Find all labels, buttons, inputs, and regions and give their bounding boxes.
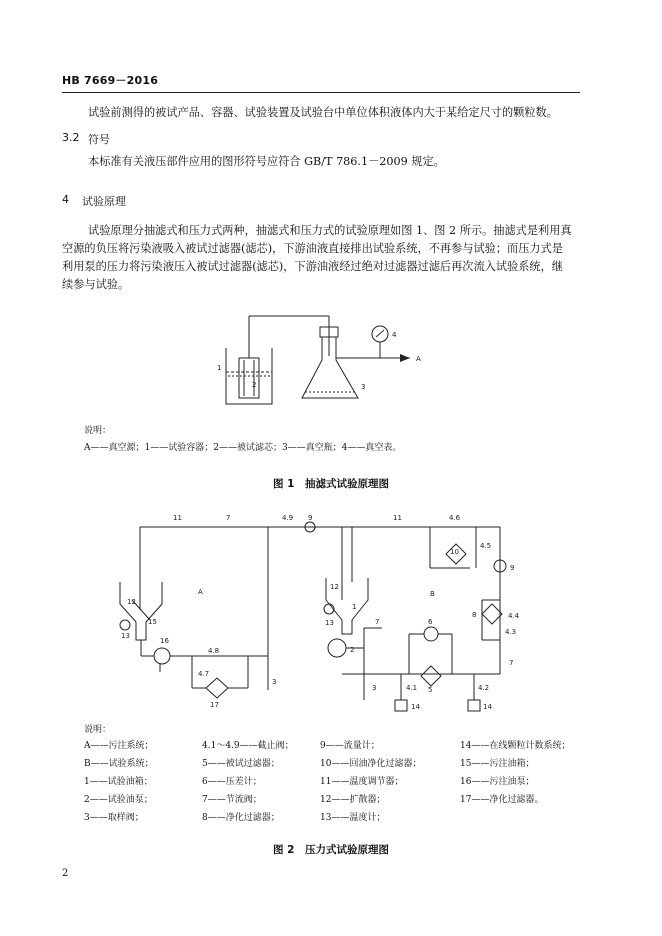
section-3-2-number: 3.2 xyxy=(62,131,80,144)
fig2-label-A: A xyxy=(198,588,203,596)
legend-r1c2: 10——回油净化过滤器； xyxy=(320,759,422,769)
legend-r2c3: 16——污注油泵； xyxy=(460,777,535,787)
legend-r3c3: 17——净化过滤器。 xyxy=(460,795,544,805)
fig2-label-15: 15 xyxy=(148,618,157,626)
section-4-line-2: 空源的负压将污染液吸入被试过滤器(滤芯)，下游油液直接排出试验系统，不再参与试验；而压力式是 xyxy=(62,242,563,255)
fig2-label-4-4: 4.4 xyxy=(508,612,520,620)
fig1-label-1: 1 xyxy=(217,364,222,372)
fig2-label-2: 2 xyxy=(350,646,355,654)
fig2-label-3b: 3 xyxy=(372,684,377,692)
legend-r2c2: 11——温度调节器； xyxy=(320,777,404,787)
fig2-label-4-2: 4.2 xyxy=(478,684,490,692)
fig1-note-title: 说明： xyxy=(84,426,112,436)
legend-r3c2: 12——扩散器； xyxy=(320,795,386,805)
legend-r4c0: 3——取样阀； xyxy=(84,813,144,823)
fig2-label-8: 8 xyxy=(472,611,477,619)
fig1-label-2: 2 xyxy=(252,381,257,389)
section-4-line-4: 续参与试验。 xyxy=(62,278,130,291)
fig2-label-4-9: 4.9 xyxy=(282,514,294,522)
fig1-label-3: 3 xyxy=(361,383,366,391)
contaminant-pump xyxy=(154,648,170,664)
fig2-label-7b: 7 xyxy=(375,618,380,626)
fig2-label-14a: 14 xyxy=(411,703,420,711)
fig1-label-4: 4 xyxy=(392,331,397,339)
legend-r0c3: 14——在线颗粒计数系统； xyxy=(460,741,571,751)
fig2-label-13b: 13 xyxy=(325,619,334,627)
fig2-label-11b: 11 xyxy=(393,514,402,522)
tested-filter xyxy=(421,666,441,686)
fig2-caption: 图 2 压力式试验原理图 xyxy=(273,844,389,856)
fig2-label-1: 1 xyxy=(352,603,357,611)
fig2-label-4-1: 4.1 xyxy=(406,684,418,692)
paragraph-top: 试验前测得的被试产品、容器、试验装置及试验台中单位体积液体内大于某给定尺寸的颗粒数。 xyxy=(88,106,558,119)
legend-r1c1: 5——被试过滤器； xyxy=(202,759,280,769)
fig2-legend xyxy=(84,738,604,828)
legend-r0c1: 4.1～4.9——截止阀； xyxy=(202,741,294,751)
fig2-label-7c: 7 xyxy=(509,659,514,667)
section-3-2-title: 符号 xyxy=(88,133,110,146)
fig2-label-7a: 7 xyxy=(226,514,231,522)
fig1-legend: A——真空源；1——试验容器；2——被试滤芯；3——真空瓶；4——真空表。 xyxy=(84,443,402,453)
legend-r2c1: 6——压差计； xyxy=(202,777,262,787)
legend-r0c0: A——污注系统； xyxy=(84,741,154,751)
fig2-label-14b: 14 xyxy=(483,703,492,711)
fig2-label-4-8: 4.8 xyxy=(208,647,220,655)
fig2-label-9a: 9 xyxy=(308,514,313,522)
fig2-label-11a: 11 xyxy=(173,514,182,522)
section-4-line-1: 试验原理分抽滤式和压力式两种，抽滤式和压力式的试验原理如图 1、图 2 所示。抽滤式是利用真 xyxy=(88,224,572,237)
fig1-label-A: A xyxy=(416,355,421,363)
section-4-line-3: 利用泵的压力将污染液压入被试过滤器(滤芯)，下游油液经过绝对过滤器过滤后再次流入试验系统，继 xyxy=(62,260,563,273)
legend-r2c0: 1——试验油箱； xyxy=(84,777,153,787)
test-pump xyxy=(328,639,346,657)
standard-number: HB 7669－2016 xyxy=(62,74,159,87)
legend-r0c2: 9——流量计； xyxy=(320,741,380,751)
fig1-caption: 图 1 抽滤式试验原理图 xyxy=(273,478,389,490)
legend-r1c0: B——试验系统； xyxy=(84,759,154,769)
section-4-title: 试验原理 xyxy=(82,195,126,208)
fig2-label-12b: 12 xyxy=(330,583,339,591)
fig2-label-13a: 13 xyxy=(121,632,130,640)
legend-r4c2: 13——温度计； xyxy=(320,813,386,823)
fig2-label-17: 17 xyxy=(210,701,219,709)
section-4-number: 4 xyxy=(62,193,69,206)
fig2-label-12a: 12 xyxy=(127,598,136,606)
fig2-label-16: 16 xyxy=(160,637,169,645)
legend-r3c1: 7——节流阀； xyxy=(202,795,262,805)
page-number: 2 xyxy=(62,868,69,879)
fig2-label-6: 6 xyxy=(428,618,433,626)
fig2-label-B: B xyxy=(430,590,435,598)
legend-r1c3: 15——污注油箱； xyxy=(460,759,535,769)
fig2-label-3a: 3 xyxy=(272,678,277,686)
fig2-label-9b: 9 xyxy=(510,564,515,572)
legend-r3c0: 2——试验油泵； xyxy=(84,795,153,805)
fig2-label-5: 5 xyxy=(428,686,433,694)
fig2-label-4-6: 4.6 xyxy=(449,514,461,522)
legend-r4c1: 8——净化过滤器； xyxy=(202,813,280,823)
fig2-label-4-5: 4.5 xyxy=(480,542,492,550)
fig2-label-4-3: 4.3 xyxy=(505,628,517,636)
fig2-label-10: 10 xyxy=(450,548,459,556)
section-3-2-text: 本标准有关液压部件应用的图形符号应符合 GB/T 786.1－2009 规定。 xyxy=(88,155,445,168)
fig2-label-4-7: 4.7 xyxy=(198,670,210,678)
fig2-note-title: 说明： xyxy=(84,725,112,735)
